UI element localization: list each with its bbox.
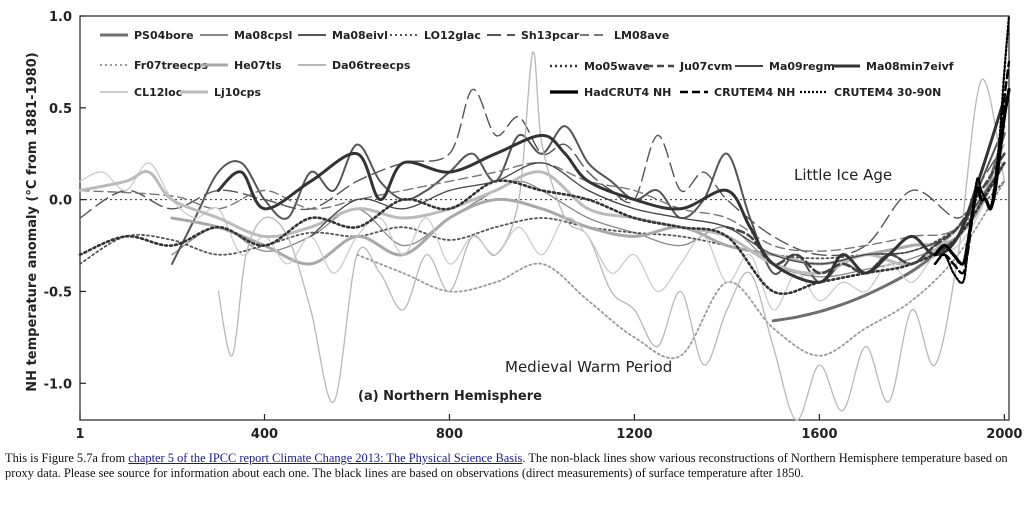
x-tick-label: 1200 <box>616 427 653 442</box>
y-tick-label: 0.0 <box>48 193 72 209</box>
legend-label-da06treecps: Da06treecps <box>332 59 411 72</box>
y-tick-label: -1.0 <box>43 377 72 393</box>
y-axis-label: NH temperature anomaly (°C from 1881-1980) <box>25 52 40 392</box>
legend-label-lm08ave: LM08ave <box>614 29 670 42</box>
legend <box>100 29 954 99</box>
y-tick-label: 1.0 <box>48 10 72 25</box>
legend-label-ma08min7eivf: Ma08min7eivf <box>866 60 954 73</box>
y-tick-label: 0.5 <box>48 101 72 117</box>
x-tick-label: 1600 <box>801 427 838 442</box>
legend-label-ma08eivl: Ma08eivl <box>332 29 388 42</box>
series-line-lo12glac <box>80 181 1004 264</box>
legend-label-ju07cvm: Ju07cvm <box>680 60 733 73</box>
annotation-little-ice-age: Little Ice Age <box>794 166 893 184</box>
legend-label-he07tls: He07tls <box>234 59 282 72</box>
x-tick-label: 2000 <box>986 427 1023 442</box>
x-tick-label: 800 <box>435 427 464 442</box>
legend-label-crutem4-nh: CRUTEM4 NH <box>714 86 796 99</box>
annotation-medieval-warm-period: Medieval Warm Period <box>505 358 673 376</box>
y-tick-label: -0.5 <box>43 285 72 301</box>
legend-label-ma08cpsl: Ma08cpsl <box>234 29 293 42</box>
panel-label: (a) Northern Hemisphere <box>358 389 542 404</box>
legend-label-cl12loc: CL12loc <box>134 86 183 99</box>
x-tick-label: 1 <box>75 427 85 442</box>
caption-prefix: This is Figure 5.7a from <box>5 451 129 465</box>
legend-label-fr07treecps: Fr07treecps <box>134 59 209 72</box>
caption-source-link[interactable]: chapter 5 of the IPCC report Climate Change 2013: The Physical Science Basis <box>128 451 523 465</box>
legend-label-ps04bore: PS04bore <box>134 29 194 42</box>
legend-label-lj10cps: Lj10cps <box>214 86 262 99</box>
figure-caption <box>5 451 1017 481</box>
legend-label-ma09regm: Ma09regm <box>769 60 835 73</box>
x-tick-label: 400 <box>250 427 279 442</box>
series-line-ma08min7eivf <box>218 99 1004 283</box>
legend-label-lo12glac: LO12glac <box>424 29 481 42</box>
legend-label-sh13pcar: Sh13pcar <box>521 29 580 42</box>
legend-label-crutem4-30-90n: CRUTEM4 30-90N <box>834 86 942 99</box>
legend-label-mo05wave: Mo05wave <box>584 60 651 73</box>
legend-label-hadcrut4-nh: HadCRUT4 NH <box>584 86 672 99</box>
caption-suffix: . The non-black lines show various reconstructions of Northern Hemisphere temperature based on proxy data. Please see source for information about each one. The black lines are based on observations (direct measurements) of surface temperature after 1850. <box>5 451 1008 480</box>
